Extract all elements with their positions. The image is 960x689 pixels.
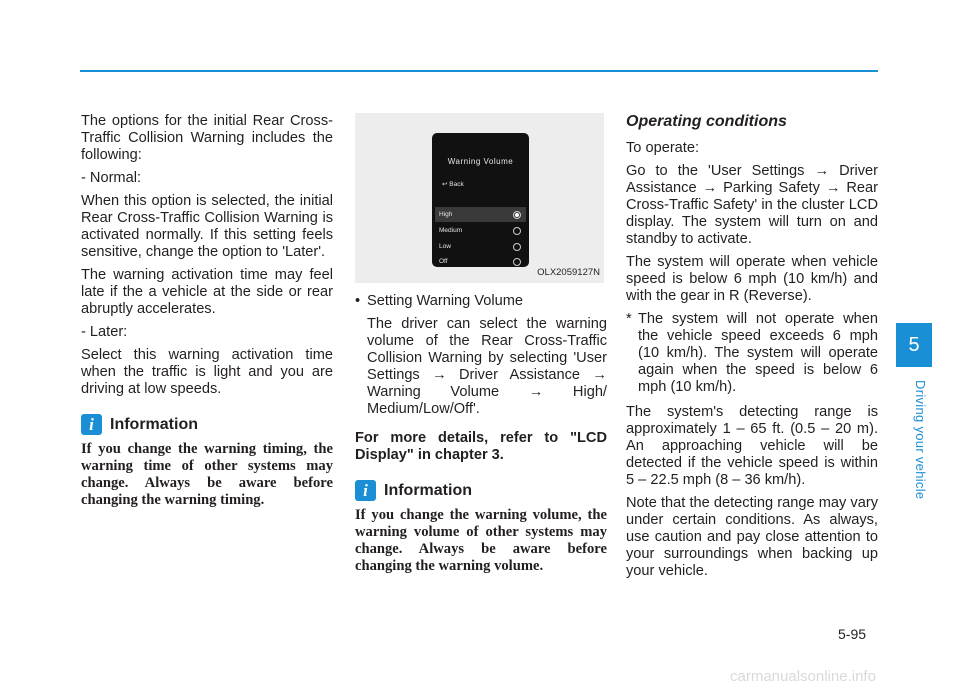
radio-icon xyxy=(513,243,521,251)
watermark: carmanualsonline.info xyxy=(730,668,876,685)
paragraph: The options for the initial Rear Cross-Traffic Collision Warning includes the following: xyxy=(81,113,333,163)
information-heading xyxy=(355,480,607,501)
header-rule xyxy=(80,70,878,72)
paragraph: The system will operate when vehicle speed is below 6 mph (10 km/h) and with the gear in R (Reverse). xyxy=(626,254,878,304)
information-body: If you change the warning timing, the warning time of other systems may change. Always be aware before changing the warning timing. xyxy=(81,441,333,508)
section-heading: Operating conditions xyxy=(626,113,787,130)
paragraph: When this option is selected, the initial Rear Cross-Traffic Collision Warning is activated normally. If this setting feels sensitive, change the option to 'Later'. xyxy=(81,193,333,260)
option-low: Low xyxy=(435,239,526,254)
bullet-title: Setting Warning Volume xyxy=(367,293,524,309)
chapter-label: Driving your vehicle xyxy=(913,380,928,500)
screen-back: ↩ Back xyxy=(442,181,464,188)
info-icon: i xyxy=(81,414,102,435)
figure-code: OLX2059127N xyxy=(537,267,600,278)
page-number: 5-95 xyxy=(838,626,867,642)
information-heading xyxy=(81,414,333,435)
paragraph-reference: For more details, refer to "LCD Display" in chapter 3. xyxy=(355,430,607,463)
paragraph: - Normal: xyxy=(81,170,141,186)
radio-selected-icon xyxy=(513,211,521,219)
option-off: Off xyxy=(435,254,526,269)
paragraph: Select this warning activation time when the traffic is light and you are driving at low speeds. xyxy=(81,347,333,397)
chapter-tab: 5 xyxy=(896,323,932,367)
option-high: High xyxy=(435,207,526,222)
warning-volume-figure xyxy=(355,113,604,283)
column-middle xyxy=(355,113,607,575)
column-left xyxy=(81,113,333,509)
bullet-item: • Setting Warning Volume xyxy=(355,293,524,309)
radio-icon xyxy=(513,227,521,235)
column-right xyxy=(626,113,878,586)
information-title: Information xyxy=(384,482,472,499)
radio-icon xyxy=(513,258,521,266)
information-body: If you change the warning volume, the warning volume of other systems may change. Always be aware before changing the warning volume. xyxy=(355,507,607,574)
lcd-screen xyxy=(432,133,529,267)
paragraph: The warning activation time may feel late if the a vehicle at the side or rear abruptly accelerates. xyxy=(81,267,333,317)
paragraph: The system's detecting range is approximately 1 – 65 ft. (0.5 – 20 m). An approaching vehicle will be detected if the vehicle speed is within 5 – 22.5 mph (8 – 36 km/h). xyxy=(626,404,878,488)
paragraph: - Later: xyxy=(81,324,128,340)
paragraph: Go to the 'User Settings → Driver Assistance → Parking Safety → Rear Cross-Traffic Safety' in the cluster LCD display. The system will turn on and standby to activate. xyxy=(626,163,878,247)
paragraph: To operate: xyxy=(626,140,700,156)
screen-title: Warning Volume xyxy=(447,157,514,166)
paragraph: Note that the detecting range may vary under certain conditions. As always, use caution and pay close attention to your surroundings when backing up your vehicle. xyxy=(626,495,878,579)
note: * The system will not operate when the vehicle speed exceeds 6 mph (10 km/h). The system will operate again when the speed is below 6 mph (10 km/h). xyxy=(626,311,878,395)
option-medium: Medium xyxy=(435,223,526,238)
paragraph: The driver can select the warning volume of the Rear Cross-Traffic Collision Warning by selecting 'User Settings → Driver Assistance → Warning Volume → High/ Medium/Low/Off'. xyxy=(367,316,607,417)
info-icon: i xyxy=(355,480,376,501)
information-title: Information xyxy=(110,416,198,433)
